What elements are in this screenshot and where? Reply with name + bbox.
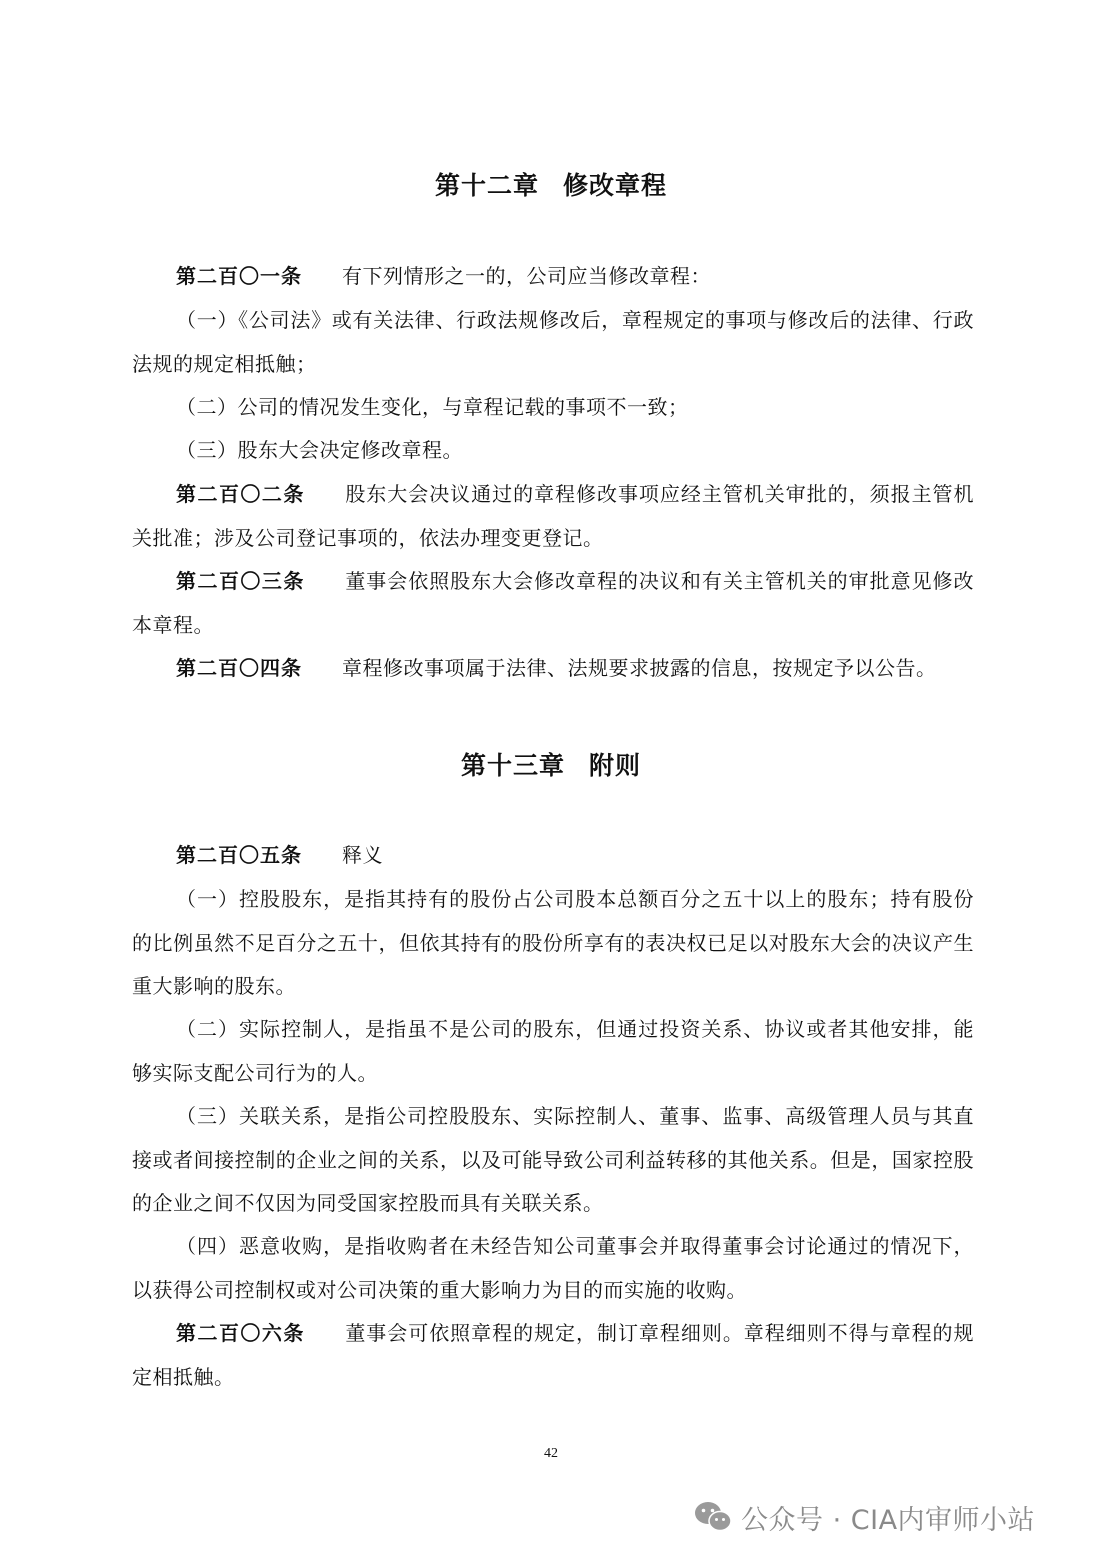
article-203-text: 董事会依照股东大会修改章程的决议和有关主管机关的审批意见修改本章程。 [132, 569, 975, 637]
article-203-number: 第二百〇三条 [176, 569, 305, 593]
article-206 [132, 1312, 974, 1399]
article-201-item-3: （三）股东大会决定修改章程。 [176, 438, 463, 462]
article-205-text: 释义 [342, 843, 383, 867]
article-205-item-3: （三）关联关系，是指公司控股股东、实际控制人、董事、监事、高级管理人员与其直接或者间接控制的企业之间的关系，以及可能导致公司利益转移的其他关系。但是，国家控股的企业之间不仅因为同受国家控股而具有关联关系。 [132, 1104, 974, 1215]
article-206-text: 董事会可依照章程的规定，制订章程细则。章程细则不得与章程的规定相抵触。 [132, 1321, 975, 1389]
article-204-number: 第二百〇四条 [176, 656, 302, 680]
article-201 [132, 255, 974, 299]
article-205-item-4: （四）恶意收购，是指收购者在未经告知公司董事会并取得董事会讨论通过的情况下，以获得公司控制权或对公司决策的重大影响力为目的而实施的收购。 [132, 1234, 974, 1302]
article-202 [132, 473, 974, 560]
watermark [693, 1493, 1035, 1541]
chapter-12-number: 第十二章 [434, 171, 539, 200]
article-205-number: 第二百〇五条 [176, 843, 302, 867]
article-204-text: 章程修改事项属于法律、法规要求披露的信息，按规定予以公告。 [342, 656, 937, 680]
article-201-text: 有下列情形之一的，公司应当修改章程： [342, 264, 711, 288]
article-205 [132, 834, 974, 878]
article-202-text: 股东大会决议通过的章程修改事项应经主管机关审批的，须报主管机关批准；涉及公司登记事项的，依法办理变更登记。 [132, 482, 975, 550]
article-202-number: 第二百〇二条 [176, 482, 305, 506]
article-205-item-1: （一）控股股东，是指其持有的股份占公司股本总额百分之五十以上的股东；持有股份的比例虽然不足百分之五十，但依其持有的股份所享有的表决权已足以对股东大会的决议产生重大影响的股东。 [132, 887, 974, 998]
article-201-number: 第二百〇一条 [176, 264, 302, 288]
article-201-item-2: （二）公司的情况发生变化，与章程记载的事项不一致； [176, 395, 689, 419]
article-201-item-1: （一）《公司法》或有关法律、行政法规修改后，章程规定的事项与修改后的法律、行政法规的规定相抵触； [132, 308, 974, 376]
watermark-text: 公众号 · CIA内审师小站 [741, 1504, 1036, 1536]
chapter-12-title: 修改章程 [563, 171, 668, 200]
article-206-number: 第二百〇六条 [176, 1321, 305, 1345]
article-204 [132, 647, 974, 691]
wechat-icon [693, 1500, 733, 1534]
page-number: 42 [544, 1446, 558, 1461]
article-205-item-2: （二）实际控制人，是指虽不是公司的股东，但通过投资关系、协议或者其他安排，能够实际支配公司行为的人。 [132, 1017, 974, 1085]
chapter-13-title: 附则 [589, 751, 642, 780]
article-203 [132, 560, 974, 647]
chapter-13-heading [0, 746, 1102, 782]
chapter-13-number: 第十三章 [460, 751, 565, 780]
chapter-12-heading [0, 166, 1102, 202]
